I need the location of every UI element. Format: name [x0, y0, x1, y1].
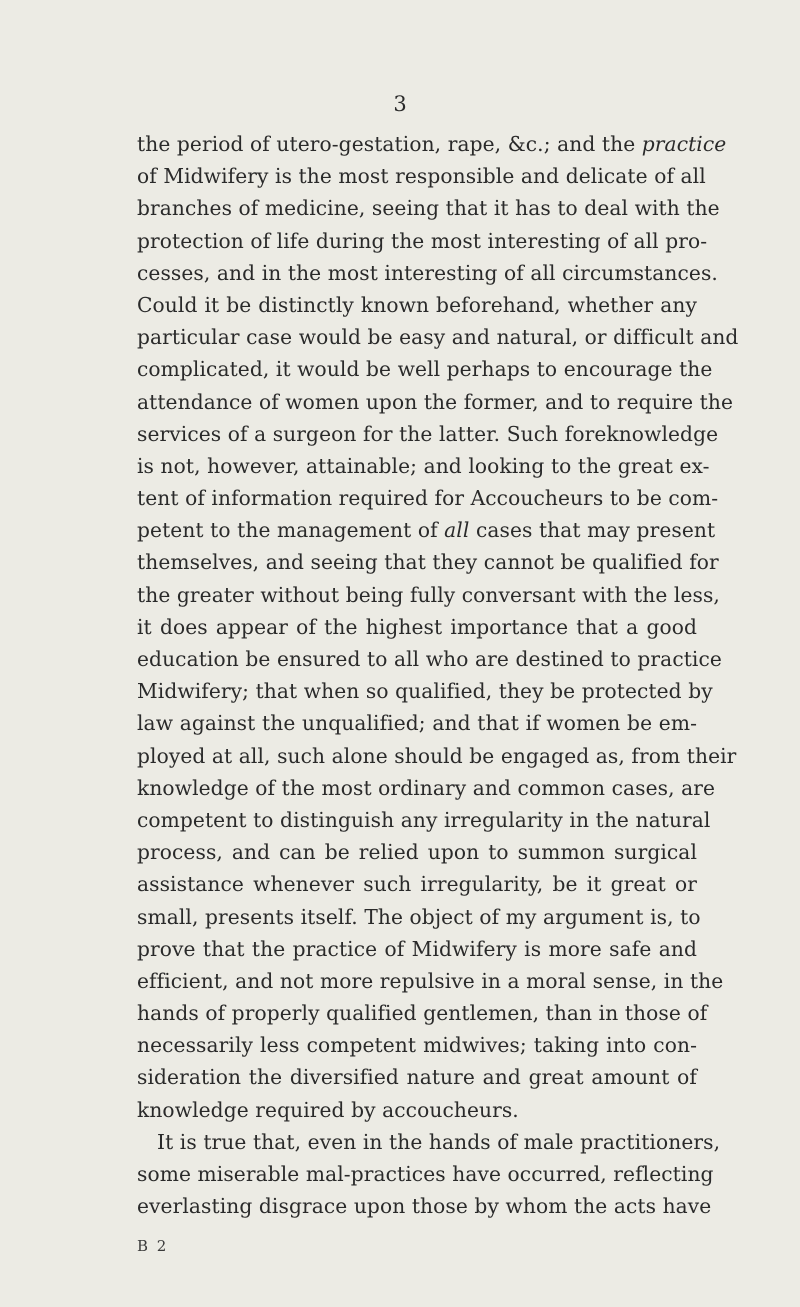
- text-line: competent to distinguish any irregularity in the natural: [137, 807, 711, 832]
- text-line: efficient, and not more repulsive in a moral sense, in the: [137, 968, 724, 993]
- text-line: is not, however, attainable; and looking to the great ex-: [137, 453, 710, 478]
- text-line: prove that the practice of Midwifery is more safe and: [137, 936, 697, 961]
- text-line: tent of information required for Accoucheurs to be com-: [137, 486, 719, 511]
- text-line: branches of medicine, seeing that it has to deal with the: [137, 196, 720, 221]
- text-line: hands of properly qualified gentlemen, than in those of: [137, 1001, 708, 1026]
- text-line: of Midwifery is the most responsible and delicate of all: [137, 164, 706, 189]
- text-line: Midwifery; that when so qualified, they be protected by: [137, 679, 713, 704]
- text-line: cesses, and in the most interesting of all circumstances.: [137, 260, 718, 285]
- text-line: law against the unqualified; and that if women be em-: [137, 711, 697, 736]
- text-line: assistance whenever such irregularity, be it great or: [137, 872, 697, 897]
- text-line: sideration the diversified nature and great amount of: [137, 1065, 697, 1090]
- text-line: necessarily less competent midwives; taking into con-: [137, 1033, 697, 1058]
- text-line: Could it be distinctly known beforehand, whether any: [137, 292, 697, 317]
- text-line: the greater without being fully conversant with the less,: [137, 582, 720, 607]
- text-line: process, and can be relied upon to summon surgical: [137, 840, 697, 865]
- text-line: themselves, and seeing that they cannot be qualified for: [137, 550, 719, 575]
- text-line: it does appear of the highest importance that a good: [137, 614, 697, 639]
- body-text: [137, 128, 739, 1222]
- text-line: attendance of women upon the former, and to require the: [137, 389, 734, 414]
- page-number: 3: [393, 92, 407, 116]
- text-line: everlasting disgrace upon those by whom the acts have: [137, 1194, 712, 1219]
- text-line: knowledge of the most ordinary and common cases, are: [137, 775, 716, 800]
- text-line: the period of utero-gestation, rape, &c.; and the practice: [137, 132, 727, 156]
- text-line: education be ensured to all who are destined to practice: [137, 647, 722, 671]
- text-line: protection of life during the most interesting of all pro-: [137, 228, 708, 253]
- paragraph-start-line: It is true that, even in the hands of male practitioners,: [157, 1129, 721, 1154]
- signature-mark: B 2: [137, 1237, 169, 1255]
- text-line: ployed at all, such alone should be engaged as, from their: [137, 743, 737, 768]
- text-line: particular case would be easy and natural, or difficult and: [137, 325, 739, 350]
- text-line: complicated, it would be well perhaps to encourage the: [137, 357, 713, 382]
- text-line: petent to the management of all cases that may present: [137, 518, 716, 543]
- text-line: some miserable mal-practices have occurred, reflecting: [137, 1162, 714, 1186]
- text-line: small, presents itself. The object of my argument is, to: [137, 904, 701, 929]
- text-line: services of a surgeon for the latter. Such foreknowledge: [137, 421, 719, 446]
- paragraph-end-line: knowledge required by accoucheurs.: [137, 1097, 519, 1122]
